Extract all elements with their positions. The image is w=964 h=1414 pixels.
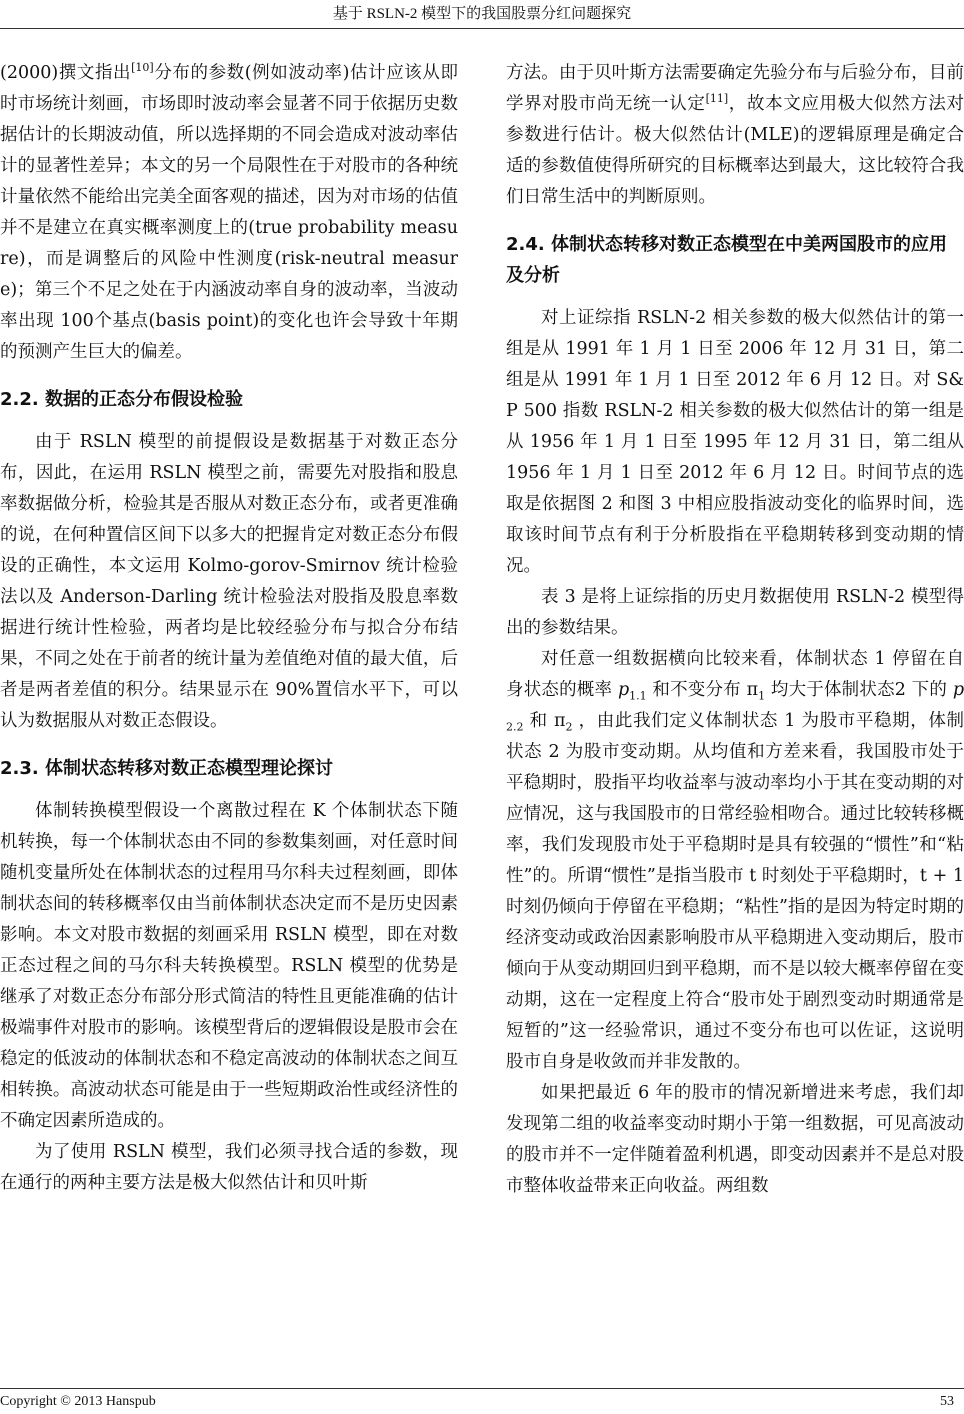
- right-paragraph-3: 表 3 是将上证综指的历史月数据使用 RSLN-2 模型得出的参数结果。: [506, 587, 964, 638]
- running-header: 基于 RSLN-2 模型下的我国股票分红问题探究: [332, 6, 632, 22]
- section-heading-2-3: 2.3. 体制状态转移对数正态模型理论探讨: [0, 758, 333, 779]
- left-paragraph-2: 由于 RSLN 模型的前提假设是数据基于对数正态分布，因此，在运用 RSLN 模型之前，需要先对股指和股息率数据做分析，检验其是否服从对数正态分布，或者更准确的说，在何种置信区间下以多大的把握肯定对数正态分布假设的正确性，本文运用 Kolmo-gorov-Smirnov 统计检验法以及 Anderson-Darling 统计检验法对股指及股息率数据进行统计性检验，两者均是比较经验分布与拟合分布结果，不同之处在于前者的统计量为差值绝对值的最大值，后者是两者差值的积分。结果显示在 90%置信水平下，可以认为数据服从对数正态假设。: [0, 432, 458, 731]
- right-paragraph-4: 对任意一组数据横向比较来看，体制状态 1 停留在自身状态的概率 $p_{1.1}$ 和不变分布 $\pi_1$ 均大于体制状态2 下的 $p_{2.2}$ 和 $\pi_2$ ，由此我们定义体制状态 1 为股市平稳期，体制状态 2 为股市变动期。从均值和方差来看，我国股市处于平稳期时，股指平均收益率与波动率均小于其在变动期的对应情况，这与我国股市的日常经验相吻合。通过比较转移概率，我们发现股市处于平稳期时是具有较强的“惯性”和“粘性”的。所谓“惯性”是指当股市 t 时刻处于平稳期时，t + 1 时刻仍倾向于停留在平稳期；“粘性”指的是因为特定时期的经济变动或政治因素影响股市从平稳期进入变动期后，股市倾向于从变动期回归到平稳期，而不是以较大概率停留在变动期，这在一定程度上符合“股市处于剧烈变动时期通常是短暂的”这一经验常识，通过不变分布也可以佐证，这说明股市自身是收敛而并非发散的。: [506, 649, 964, 1072]
- left-paragraph-3: 体制转换模型假设一个离散过程在 K 个体制状态下随机转换，每一个体制状态由不同的参数集刻画，对任意时间随机变量所处在体制状态的过程用马尔科夫过程刻画，即体制状态间的转移概率仅由当前体制状态决定而不是历史因素影响。本文对股市数据的刻画采用 RSLN 模型，即在对数正态过程之间的马尔科夫转换模型。RSLN 模型的优势是继承了对数正态分布部分形式简洁的特性且更能准确的估计极端事件对股市的影响。该模型背后的逻辑假设是股市会在稳定的低波动的体制状态和不稳定高波动的体制状态之间互相转换。高波动状态可能是由于一些短期政治性或经济性的不确定因素所造成的。: [0, 801, 458, 1131]
- right-paragraph-2: 对上证综指 RSLN-2 相关参数的极大似然估计的第一组是从 1991 年 1 月 1 日至 2006 年 12 月 31 日，第二组是从 1991 年 1 月 1 日至 2012 年 6 月 12 日。对 S&P 500 指数 RSLN-2 相关参数的极大似然估计的第一组是从 1956 年 1 月 1 日至 1995 年 12 月 31 日，第二组从 1956 年 1 月 1 日至 2012 年 6 月 12 日。时间节点的选取是依据图 2 和图 3 中相应股指波动变化的临界时间，选取该时间节点有利于分析股指在平稳期转移到变动期的情况。: [506, 308, 964, 576]
- symbol-p: p: [617, 680, 630, 700]
- header-rule: [0, 28, 964, 29]
- section-heading-2-2: 2.2. 数据的正态分布假设检验: [0, 389, 243, 410]
- citation-11: [11]: [705, 92, 729, 106]
- right-column: [506, 58, 964, 1202]
- right-paragraph-1: 方法。由于贝叶斯方法需要确定先验分布与后验分布，目前学界对股市尚无统一认定[11]，故本文应用极大似然方法对参数进行估计。极大似然估计(MLE)的逻辑原理是确定合适的参数值使得所研究的目标概率达到最大，这比较符合我们日常生活中的判断原则。: [506, 63, 964, 207]
- page-number: 53: [940, 1394, 954, 1409]
- left-column: [0, 58, 458, 1199]
- footer-copyright: Copyright © 2013 Hanspub: [0, 1394, 156, 1409]
- footer-rule: [0, 1388, 964, 1389]
- symbol-p: p: [952, 680, 964, 700]
- citation-10: [10]: [131, 61, 154, 75]
- section-heading-2-4: 2.4. 体制状态转移对数正态模型在中美两国股市的应用及分析: [506, 234, 947, 286]
- left-paragraph-4: 为了使用 RSLN 模型，我们必须寻找合适的参数，现在通行的两种主要方法是极大似然估计和贝叶斯: [0, 1142, 458, 1193]
- right-paragraph-5: 如果把最近 6 年的股市的情况新增进来考虑，我们却发现第二组的收益率变动时期小于第一组数据，可见高波动的股市并不一定伴随着盈利机遇，即变动因素并不是总对股市整体收益带来正向收益。两组数: [506, 1083, 964, 1196]
- left-paragraph-1: (2000)撰文指出[10]分布的参数(例如波动率)估计应该从即时市场统计刻画，市场即时波动率会显著不同于依据历史数据估计的长期波动值，所以选择期的不同会造成对波动率估计的显著性差异；本文的另一个局限性在于对股市的各种统计量依然不能给出完美全面客观的描述，因为对市场的估值并不是建立在真实概率测度上的(true probability measure)，而是调整后的风险中性测度(risk-neutral measure)；第三个不足之处在于内涵波动率自身的波动率，当波动率出现 100个基点(basis point)的变化也许会导致十年期的预测产生巨大的偏差。: [0, 61, 458, 362]
